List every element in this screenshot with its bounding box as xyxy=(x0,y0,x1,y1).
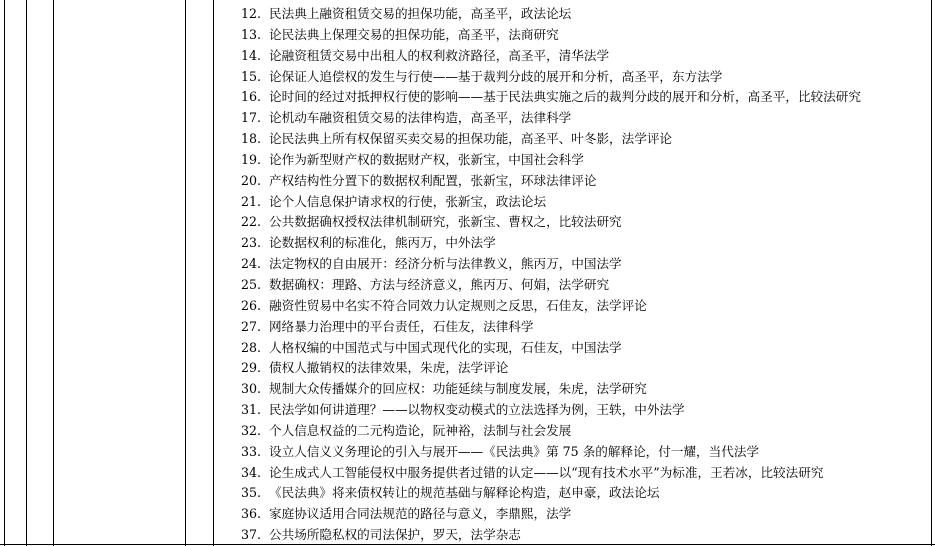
list-item-number: 37. xyxy=(241,527,262,543)
list-item-number: 36. xyxy=(241,506,262,522)
list-item-text: 论生成式人工智能侵权中服务提供者过错的认定——以“现有技术水平”为标准，王若冰，比较法研究 xyxy=(269,464,824,480)
list-item-text: 个人信息权益的二元构造论，阮神裕，法制与社会发展 xyxy=(269,422,572,438)
column-divider-1 xyxy=(26,0,27,546)
list-item-text: 数据确权：理路、方法与经济意义，熊丙万、何娟，法学研究 xyxy=(269,276,610,292)
list-item xyxy=(241,171,931,192)
list-item xyxy=(241,275,931,296)
list-item-number: 21. xyxy=(241,193,262,209)
list-item-number: 17. xyxy=(241,110,262,126)
list-item-text: 《民法典》将来债权转让的规范基础与解释论构造，赵申豪，政法论坛 xyxy=(269,485,660,501)
list-item-number: 26. xyxy=(241,297,262,313)
list-item-number: 18. xyxy=(241,131,262,147)
list-item xyxy=(241,338,931,359)
list-item xyxy=(241,212,931,233)
list-item-number: 23. xyxy=(241,235,262,251)
list-item-text: 民法学如何讲道理？——以物权变动模式的立法选择为例，王轶，中外法学 xyxy=(269,402,685,418)
list-item-number: 29. xyxy=(241,360,262,376)
column-divider-4 xyxy=(213,0,214,546)
list-item-text: 设立人信义义务理论的引入与展开——《民法典》第 75 条的解释论，付一耀，当代法学 xyxy=(269,443,760,459)
list-item-text: 公共场所隐私权的司法保护，罗天，法学杂志 xyxy=(269,527,521,543)
list-item-number: 28. xyxy=(241,339,262,355)
list-item xyxy=(241,67,931,88)
list-item-text: 规制大众传播媒介的回应权：功能延续与制度发展，朱虎，法学研究 xyxy=(269,381,647,397)
list-item-text: 家庭协议适用合同法规范的路径与意义，李鼎熙，法学 xyxy=(269,506,572,522)
list-item xyxy=(241,46,931,67)
list-item xyxy=(241,317,931,338)
list-item xyxy=(241,129,931,150)
list-item xyxy=(241,358,931,379)
list-item xyxy=(241,150,931,171)
list-item-number: 35. xyxy=(241,485,262,501)
list-item-text: 法定物权的自由展开：经济分析与法律教义，熊丙万，中国法学 xyxy=(269,256,622,272)
list-item-text: 论数据权利的标准化，熊丙万，中外法学 xyxy=(269,235,496,251)
paper-list xyxy=(241,4,931,546)
list-item-number: 30. xyxy=(241,381,262,397)
list-item-text: 论时间的经过对抵押权行使的影响——基于民法典实施之后的裁判分歧的展开和分析，高圣平，比较法研究 xyxy=(269,89,861,105)
list-item-number: 12. xyxy=(241,6,262,21)
list-item-text: 人格权编的中国范式与中国式现代化的实现，石佳友，中国法学 xyxy=(269,339,622,355)
list-item-number: 13. xyxy=(241,26,262,42)
table-border-left xyxy=(4,0,5,546)
list-item-text: 论作为新型财产权的数据财产权，张新宝，中国社会科学 xyxy=(269,151,584,167)
list-item xyxy=(241,87,931,108)
list-item xyxy=(241,421,931,442)
list-item xyxy=(241,504,931,525)
list-item xyxy=(241,233,931,254)
list-item xyxy=(241,442,931,463)
list-item-text: 论保证人追偿权的发生与行使——基于裁判分歧的展开和分析，高圣平，东方法学 xyxy=(269,68,723,84)
list-item-number: 16. xyxy=(241,89,262,105)
list-item-number: 27. xyxy=(241,318,262,334)
column-divider-3 xyxy=(185,0,186,546)
list-item-number: 15. xyxy=(241,68,262,84)
column-divider-2 xyxy=(53,0,54,546)
list-item-number: 34. xyxy=(241,464,262,480)
list-item xyxy=(241,296,931,317)
list-item xyxy=(241,483,931,504)
list-item-text: 融资性贸易中名实不符合同效力认定规则之反思，石佳友，法学评论 xyxy=(269,297,647,313)
list-item-text: 公共数据确权授权法律机制研究，张新宝、曹权之，比较法研究 xyxy=(269,214,622,230)
list-item xyxy=(241,525,931,546)
list-item xyxy=(241,108,931,129)
list-item-number: 20. xyxy=(241,172,262,188)
list-item xyxy=(241,192,931,213)
list-item-text: 产权结构性分置下的数据权利配置，张新宝，环球法律评论 xyxy=(269,172,597,188)
list-item-number: 19. xyxy=(241,151,262,167)
list-item-number: 33. xyxy=(241,443,262,459)
list-item xyxy=(241,25,931,46)
list-item-number: 31. xyxy=(241,402,262,418)
list-item-number: 14. xyxy=(241,47,262,63)
list-item-text: 债权人撤销权的法律效果，朱虎，法学评论 xyxy=(269,360,509,376)
list-item xyxy=(241,4,931,25)
list-item-number: 32. xyxy=(241,422,262,438)
list-item xyxy=(241,400,931,421)
list-item-text: 民法典上融资租赁交易的担保功能，高圣平，政法论坛 xyxy=(269,6,572,21)
list-item-text: 论民法典上所有权保留买卖交易的担保功能，高圣平、叶冬影，法学评论 xyxy=(269,131,672,147)
list-item-number: 25. xyxy=(241,276,262,292)
list-item-text: 网络暴力治理中的平台责任，石佳友，法律科学 xyxy=(269,318,534,334)
list-item xyxy=(241,254,931,275)
list-item xyxy=(241,379,931,400)
list-item-text: 论机动车融资租赁交易的法律构造，高圣平，法律科学 xyxy=(269,110,572,126)
list-item-number: 22. xyxy=(241,214,262,230)
list-item xyxy=(241,463,931,484)
list-item-number: 24. xyxy=(241,256,262,272)
list-item-text: 论民法典上保理交易的担保功能，高圣平，法商研究 xyxy=(269,26,559,42)
list-item-text: 论融资租赁交易中出租人的权利救济路径，高圣平，清华法学 xyxy=(269,47,610,63)
table-border-right xyxy=(931,0,932,546)
list-item-text: 论个人信息保护请求权的行使，张新宝，政法论坛 xyxy=(269,193,547,209)
